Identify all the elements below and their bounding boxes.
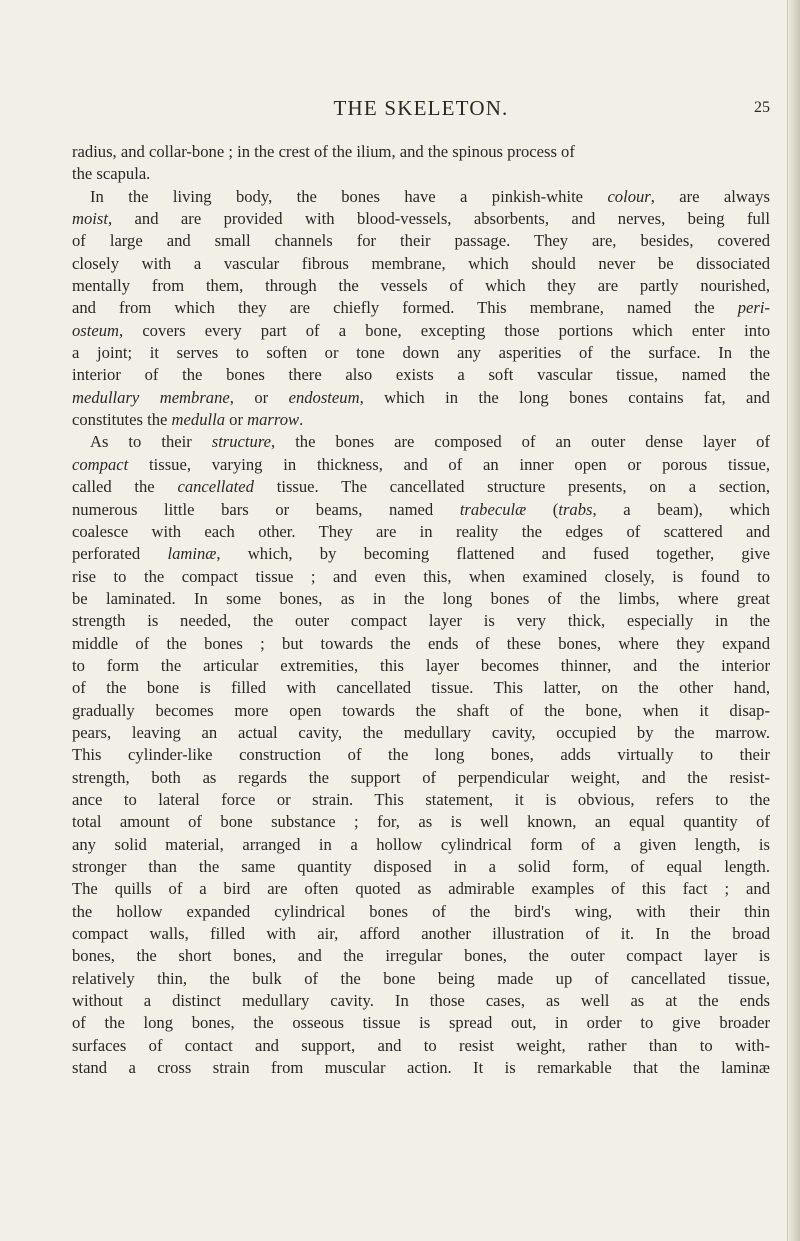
text-segment: total amount of bone substance ; for, as is well known, an equal quantity of — [72, 812, 770, 832]
italic-term: compact — [72, 454, 129, 474]
text-segment: coalesce with each other. They are in reality the edges of scattered and — [72, 521, 770, 541]
text-segment: of the bone is filled with cancellated tissue. This latter, on the other hand, — [72, 678, 770, 698]
text-line — [72, 744, 770, 766]
text-segment: and from which they are chiefly formed. This membrane, named the — [72, 298, 738, 318]
text-segment: , covers every part of a bone, excepting those portions which enter into — [119, 320, 770, 340]
text-segment: of the long bones, the osseous tissue is spread out, in order to give broader — [72, 1013, 770, 1033]
text-segment: . — [299, 410, 304, 430]
text-line — [72, 342, 770, 364]
text-segment: ( — [526, 499, 559, 519]
text-segment: , are always — [650, 186, 771, 206]
text-segment: In the living body, the bones have a pinkish-white — [90, 186, 608, 206]
text-segment: compact walls, filled with air, afford another illustration of it. In the broad — [72, 924, 770, 944]
italic-term: medullary membrane — [72, 387, 230, 407]
text-line — [72, 186, 770, 208]
italic-term: medulla — [171, 410, 226, 430]
text-segment: strength is needed, the outer compact layer is very thick, especially in the — [72, 611, 770, 631]
text-line — [72, 722, 770, 744]
text-line — [72, 320, 770, 342]
text-segment: to form the articular extremities, this layer becomes thinner, and the interior — [72, 655, 770, 675]
text-segment: strength, both as regards the support of perpendicular weight, and the resist- — [72, 767, 770, 787]
text-line — [72, 767, 770, 789]
text-segment: gradually becomes more open towards the shaft of the bone, when it disap- — [72, 700, 770, 720]
text-line — [72, 1057, 770, 1079]
text-line — [72, 1012, 770, 1034]
italic-term: trabeculæ — [459, 499, 527, 519]
text-segment: be laminated. In some bones, as in the long bones of the limbs, where great — [72, 588, 770, 608]
text-segment: , and are provided with blood-vessels, absorbents, and nerves, being full — [107, 209, 770, 229]
italic-term: marrow — [247, 410, 300, 430]
text-line — [72, 230, 770, 252]
text-line — [72, 499, 770, 521]
text-line — [72, 856, 770, 878]
italic-term: laminæ — [167, 544, 217, 564]
text-segment: closely with a vascular fibrous membrane, which should never be dissociated — [72, 253, 770, 273]
running-title: THE SKELETON. — [333, 96, 509, 120]
text-segment: constitutes the — [72, 410, 172, 430]
text-segment: interior of the bones there also exists a soft vascular tissue, named the — [72, 365, 770, 385]
text-segment: any solid material, arranged in a hollow cylindrical form of a given length, is — [72, 834, 770, 854]
page-number: 25 — [754, 99, 770, 116]
text-segment: radius, and collar-bone ; in the crest of the ilium, and the spinous process of — [72, 142, 575, 161]
text-line — [72, 588, 770, 610]
text-segment: called the — [72, 477, 178, 497]
text-line — [72, 811, 770, 833]
text-line — [72, 409, 770, 431]
text-line — [72, 521, 770, 543]
body-text — [72, 141, 770, 1079]
text-line — [72, 141, 770, 163]
text-segment: the scapula. — [72, 164, 151, 184]
text-line — [72, 968, 770, 990]
text-line — [72, 431, 770, 453]
text-line — [72, 700, 770, 722]
text-segment: perforated — [72, 544, 168, 564]
text-line — [72, 253, 770, 275]
page-edge — [787, 0, 800, 1241]
text-line — [72, 923, 770, 945]
text-segment: As to their — [90, 432, 212, 452]
text-line — [72, 476, 770, 498]
text-segment: or — [225, 410, 248, 430]
text-segment: , or — [229, 387, 289, 407]
text-line — [72, 834, 770, 856]
italic-term: structure — [211, 432, 272, 452]
text-segment: ance to lateral force or strain. This statement, it is obvious, refers to the — [72, 789, 770, 809]
text-line — [72, 990, 770, 1012]
text-line — [72, 208, 770, 230]
text-segment: tissue, varying in thickness, and of an inner open or porous tissue, — [128, 454, 770, 474]
text-segment: relatively thin, the bulk of the bone being made up of cancellated tissue, — [72, 968, 770, 988]
italic-term: peri- — [737, 298, 770, 318]
text-line — [72, 655, 770, 677]
text-line — [72, 387, 770, 409]
text-line — [72, 677, 770, 699]
italic-term: cancellated — [177, 477, 254, 497]
italic-term: trabs — [558, 499, 593, 519]
text-segment: of large and small channels for their passage. They are, besides, covered — [72, 231, 770, 251]
text-segment: mentally from them, through the vessels of which they are partly nourished, — [72, 276, 770, 296]
text-line — [72, 163, 770, 185]
text-segment: stand a cross strain from muscular action. It is remarkable that the laminæ — [72, 1058, 770, 1078]
text-line — [72, 275, 770, 297]
text-segment: , the bones are composed of an outer dense layer of — [271, 432, 770, 452]
text-segment: surfaces of contact and support, and to resist weight, rather than to with- — [72, 1035, 770, 1055]
text-line — [72, 543, 770, 565]
text-segment: The quills of a bird are often quoted as admirable examples of this fact ; and — [72, 879, 770, 899]
text-segment: rise to the compact tissue ; and even this, when examined closely, is found to — [72, 566, 770, 586]
italic-term: colour — [607, 186, 651, 206]
text-line — [72, 878, 770, 900]
italic-term: osteum — [72, 320, 120, 340]
text-line — [72, 454, 770, 476]
text-segment: , which in the long bones contains fat, and — [359, 387, 770, 407]
text-segment: This cylinder-like construction of the long bones, adds virtually to their — [72, 745, 770, 765]
text-line — [72, 633, 770, 655]
text-segment: without a distinct medullary cavity. In those cases, as well as at the ends — [72, 991, 770, 1011]
text-line — [72, 945, 770, 967]
text-segment: pears, leaving an actual cavity, the medullary cavity, occupied by the marrow. — [72, 722, 770, 742]
text-segment: numerous little bars or beams, named — [72, 499, 460, 519]
text-segment: a joint; it serves to soften or tone down any asperities of the surface. In the — [72, 343, 770, 363]
text-segment: middle of the bones ; but towards the ends of these bones, where they expand — [72, 633, 770, 653]
text-line — [72, 1035, 770, 1057]
italic-term: moist — [72, 209, 108, 229]
text-segment: , which, by becoming flattened and fused together, give — [216, 544, 771, 564]
text-line — [72, 610, 770, 632]
text-line — [72, 297, 770, 319]
text-line — [72, 566, 770, 588]
text-segment: tissue. The cancellated structure presents, on a section, — [253, 477, 770, 497]
text-segment: , a beam), which — [592, 499, 770, 519]
text-segment: bones, the short bones, and the irregular bones, the outer compact layer is — [72, 946, 770, 966]
text-line — [72, 901, 770, 923]
text-line — [72, 364, 770, 386]
running-header — [72, 96, 770, 126]
text-line — [72, 789, 770, 811]
text-segment: stronger than the same quantity disposed in a solid form, of equal length. — [72, 857, 770, 876]
italic-term: endosteum — [288, 387, 360, 407]
text-segment: the hollow expanded cylindrical bones of the bird's wing, with their thin — [72, 901, 770, 921]
